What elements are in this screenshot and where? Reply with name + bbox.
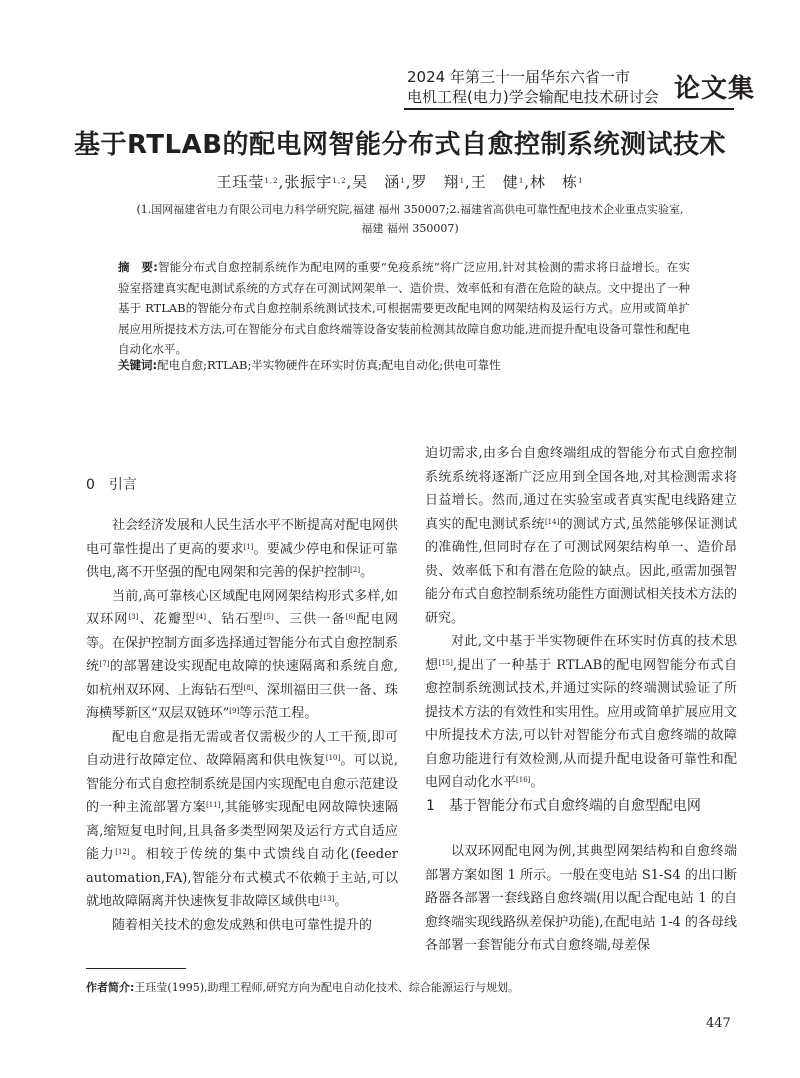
paragraph: 配电自愈是指无需或者仅需极少的人工干预,即可自动进行故障定位、故障隔离和供电恢复[10]。可以说,智能分布式自愈控制系统是国内实现配电自愈示范建设的一种主流部署方案[11],其能够实现配电网故障快速隔离,缩短复电时间,且具备多类型网架及运行方式自适应能力[12]。相较于传统的集中式馈线自动化(feeder automation,FA),智能分布式模式不依赖于主站,可以就地故障隔离并快速恢复非故障区域供电[13]。	[86, 729, 399, 909]
conference-title-line2: 电机工程(电力)学会输配电技术研讨会	[407, 88, 659, 106]
abstract-label: 摘 要:	[118, 260, 158, 274]
abstract-text: 智能分布式自愈控制系统作为配电网的重要“免疫系统”将广泛应用,针对其检测的需求将日益增长。在实验室搭建真实配电测试系统的方式存在可测试网架单一、造价贵、效率低和有潜在危险的缺点。文中提出了一种基于 RTLAB的智能分布式自愈控制系统测试技术,可根据需要更改配电网的网架结构及运行方式。应用或简单扩展应用所提技术方法,可在智能分布式自愈终端等设备安装前检测其故障自愈功能,进而提升配电设备可靠性和配电自动化水平。	[118, 260, 690, 356]
section-heading-introduction: 0 引言	[86, 477, 137, 493]
paper-title: 基于RTLAB的配电网智能分布式自愈控制系统测试技术	[73, 130, 727, 160]
conference-title-line1: 2024 年第三十一届华东六省一市	[407, 68, 630, 86]
author-list: 王珏莹$^{1,2}$,张振宇$^{1,2}$,吴 涵$^1$,罗 翔$^1$,王 健$^1$,林 栋$^1$	[216, 173, 584, 191]
paragraph: 社会经济发展和人民生活水平不断提高对配电网供电可靠性提出了更高的要求[1]。要减少停电和保证可靠供电,离不开坚强的配电网架和完善的保护控制[2]。	[86, 518, 399, 580]
paragraph: 随着相关技术的愈发成熟和供电可靠性提升的	[112, 917, 373, 933]
affiliations	[110, 200, 710, 238]
author-footnote	[86, 979, 519, 995]
affiliation-line1: (1.国网福建省电力有限公司电力科学研究院,福建 福州 350007;2.福建省高供电可靠性配电技术企业重点实验室,	[136, 203, 684, 216]
paragraph: 迫切需求,由多台自愈终端组成的智能分布式自愈控制系统系统将逐渐广泛应用到全国各地,对其检测需求将日益增长。然而,通过在实验室或者真实配电线路建立真实的配电测试系统[14]的测试方式,虽然能够保证测试的准确性,但同时存在了可测试网架结构单一、造价昂贵、效率低下和有潜在危险的缺点。因此,亟需加强智能分布式自愈控制系统功能性方面测试相关技术方法的研究。	[425, 446, 738, 626]
footnote-text: 王珏莹(1995),助理工程师,研究方向为配电自动化技术、综合能源运行与规划。	[134, 981, 519, 994]
footnote-rule	[86, 968, 186, 969]
paragraph: 以双环网配电网为例,其典型网架结构和自愈终端部署方案如图 1 所示。一般在变电站 S1-S4 的出口断路器各部署一套线路自愈终端(用以配合配电站 1 的自愈终端实现线路纵差保护功能),在配电站 1-4 的各母线各部署一套智能分布式自愈终端,母差保	[425, 844, 737, 953]
section-heading-1: 1 基于智能分布式自愈终端的自愈型配电网	[426, 798, 701, 814]
left-column	[86, 514, 398, 937]
keywords	[118, 356, 718, 374]
footnote-label: 作者简介:	[86, 981, 135, 994]
keywords-text: 配电自愈;RTLAB;半实物硬件在环实时仿真;配电自动化;供电可靠性	[157, 358, 501, 372]
right-column	[425, 442, 737, 795]
right-column-section1	[425, 840, 737, 958]
header-rule	[404, 108, 734, 110]
proceedings-label: 论文集	[674, 74, 756, 104]
paragraph: 当前,高可靠核心区域配电网网架结构形式多样,如双环网[3]、花瓣型[4]、钻石型[5]、三供一备[6]配电网等。在保护控制方面多选择通过智能分布式自愈控制系统[7]的部署建设实现配电故障的快速隔离和系统自愈,如杭州双环网、上海钻石型[8]、深圳福田三供一备、珠海横琴新区“双层双链环”[9]等示范工程。	[86, 588, 399, 721]
page-number: 447	[706, 1016, 731, 1031]
paragraph: 对此,文中基于半实物硬件在环实时仿真的技术思想[15],提出了一种基于 RTLAB的配电网智能分布式自愈控制系统测试技术,并通过实际的终端测试验证了所提技术方法的有效性和实用性。应用或简单扩展应用文中所提技术方法,可以针对智能分布式自愈终端的故障自愈功能进行有效检测,从而提升配电设备可靠性和配电网自动化水平[16]。	[425, 634, 738, 790]
keywords-label: 关键词:	[118, 358, 158, 372]
affiliation-line2: 福建 福州 350007)	[361, 222, 459, 235]
abstract	[118, 257, 690, 360]
